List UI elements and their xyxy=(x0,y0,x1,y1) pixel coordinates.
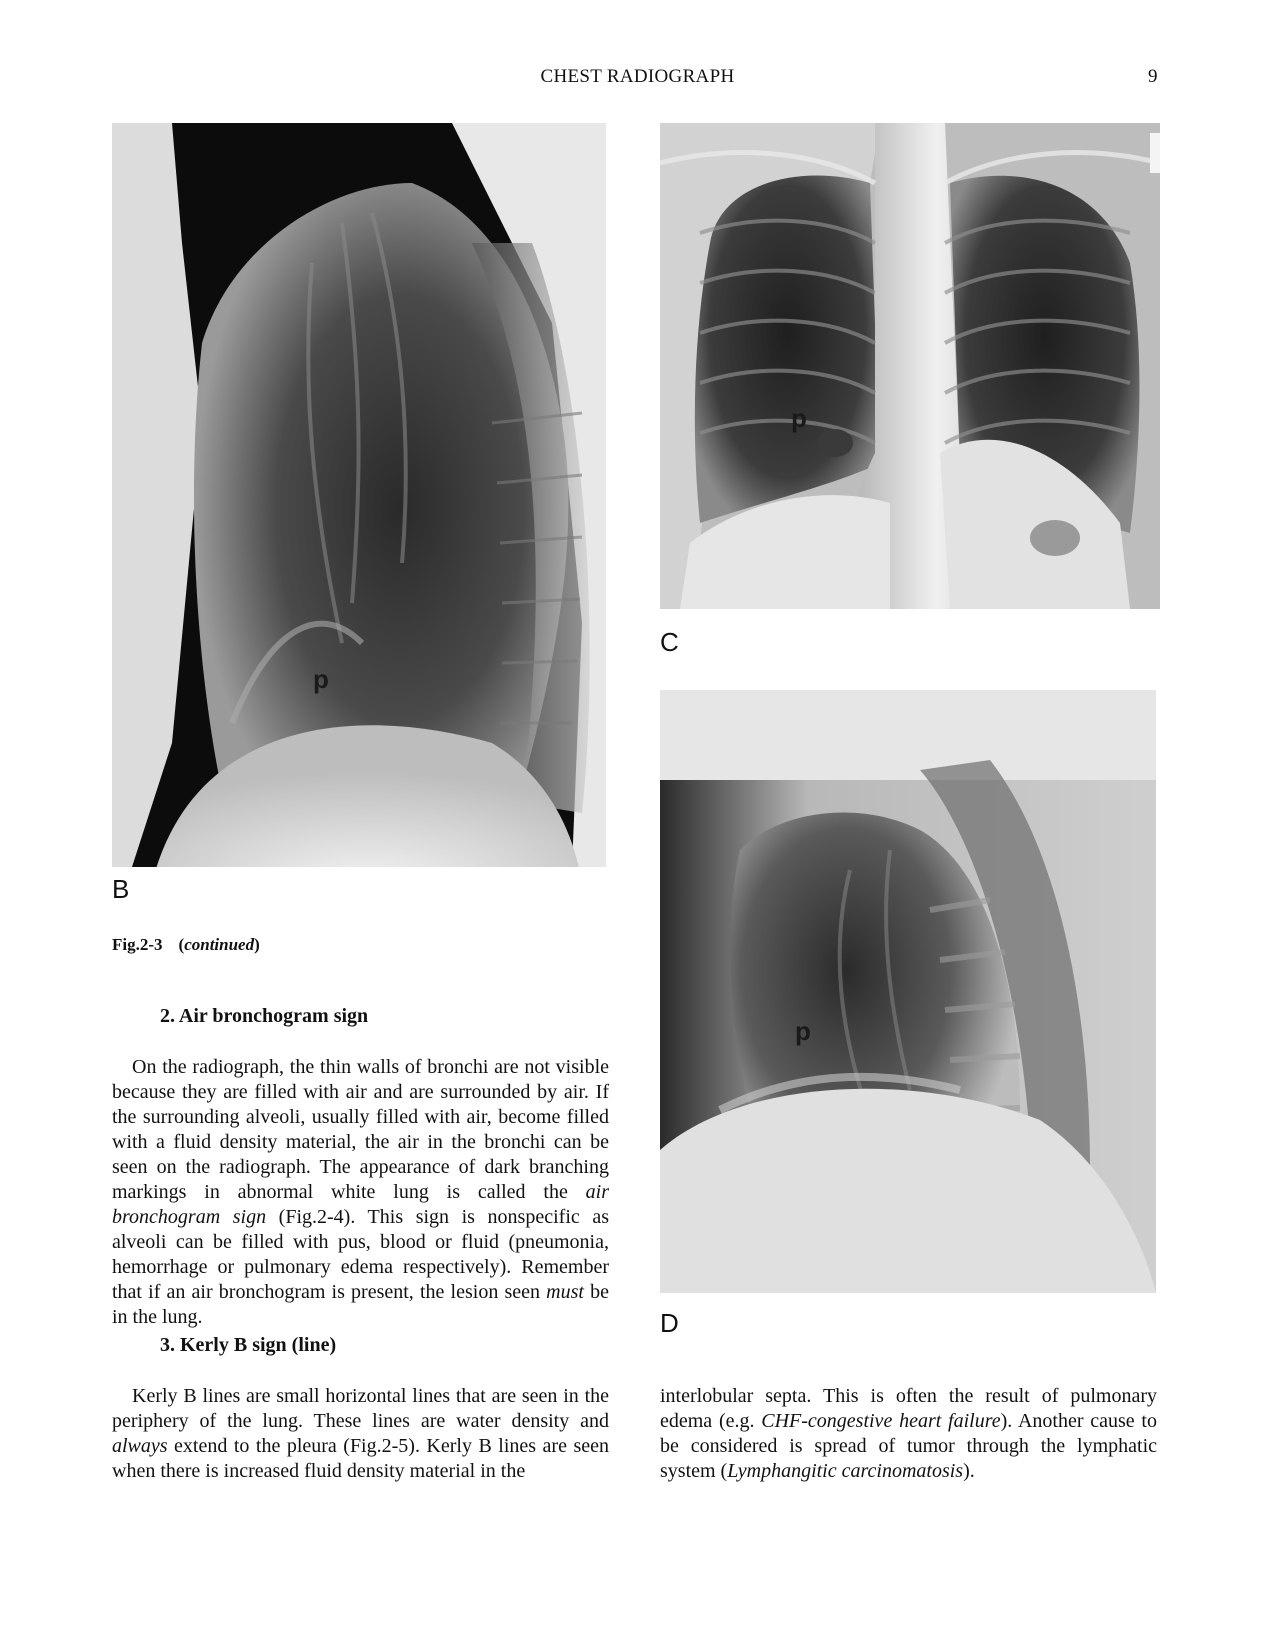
paragraph-air-bronchogram xyxy=(112,1055,609,1330)
radiograph-lateral-b xyxy=(112,123,606,867)
paragraph-kerly-b-right xyxy=(660,1384,1157,1484)
paragraph-text: (Fig.2-4). This sign is nonspecific as alveoli can be filled with pus, blood or fluid (pneumonia, hemorrhage or pulmonary edema respectively). Remember that if an air bronchogram is present, the lesion seen xyxy=(112,1206,609,1303)
figure-number: Fig.2-3 xyxy=(112,935,163,954)
page-header-title: CHEST RADIOGRAPH xyxy=(540,66,735,87)
paragraph-emphasis: must xyxy=(546,1281,584,1303)
marker-p-c: p xyxy=(791,403,807,433)
radiograph-pa-c xyxy=(660,123,1160,609)
paragraph-text: Kerly B lines are small horizontal lines that are seen in the periphery of the lung. These lines are water density and xyxy=(112,1385,609,1432)
paragraph-text: be in the lung. xyxy=(112,1281,609,1328)
paragraph-text: interlobular septa. This is often the result of pulmonary edema (e.g. xyxy=(660,1385,1157,1432)
figure-caption xyxy=(112,935,260,955)
caption-open-paren: ( xyxy=(178,935,185,954)
radiograph-lateral-d xyxy=(660,690,1156,1293)
paragraph-text: On the radiograph, the thin walls of bronchi are not visible because they are filled with air and are surrounded by air. If the surrounding alveoli, usually filled with air, become filled with a fluid density material, the air in the bronchi can be seen on the radiograph. The appearance of dark branching markings in abnormal white lung is called the xyxy=(112,1056,609,1203)
paragraph-text: ). xyxy=(963,1460,975,1482)
panel-label-c: C xyxy=(660,627,679,657)
section-heading-kerly-b: 3. Kerly B sign (line) xyxy=(160,1334,337,1356)
caption-continued: continued xyxy=(184,935,255,954)
section-heading-air-bronchogram: 2. Air bronchogram sign xyxy=(160,1005,369,1027)
paragraph-text: ). Another cause to be considered is spread of tumor through the lymphatic system ( xyxy=(660,1410,1157,1482)
marker-p-b: p xyxy=(313,664,329,694)
paragraph-text: extend to the pleura (Fig.2-5). Kerly B lines are seen when there is increased fluid density material in the xyxy=(112,1435,609,1482)
paragraph-emphasis: air bronchogram sign xyxy=(112,1181,609,1228)
paragraph-emphasis: CHF-congestive heart failure xyxy=(761,1410,1001,1432)
panel-label-d: D xyxy=(660,1308,679,1338)
caption-close-paren: ) xyxy=(254,935,260,954)
paragraph-emphasis: always xyxy=(112,1435,168,1457)
marker-p-d: p xyxy=(795,1016,811,1046)
panel-label-b: B xyxy=(112,874,130,904)
paragraph-kerly-b-left xyxy=(112,1384,609,1484)
page-number: 9 xyxy=(1148,66,1158,87)
paragraph-emphasis: Lymphangitic carcinomatosis xyxy=(727,1460,964,1482)
